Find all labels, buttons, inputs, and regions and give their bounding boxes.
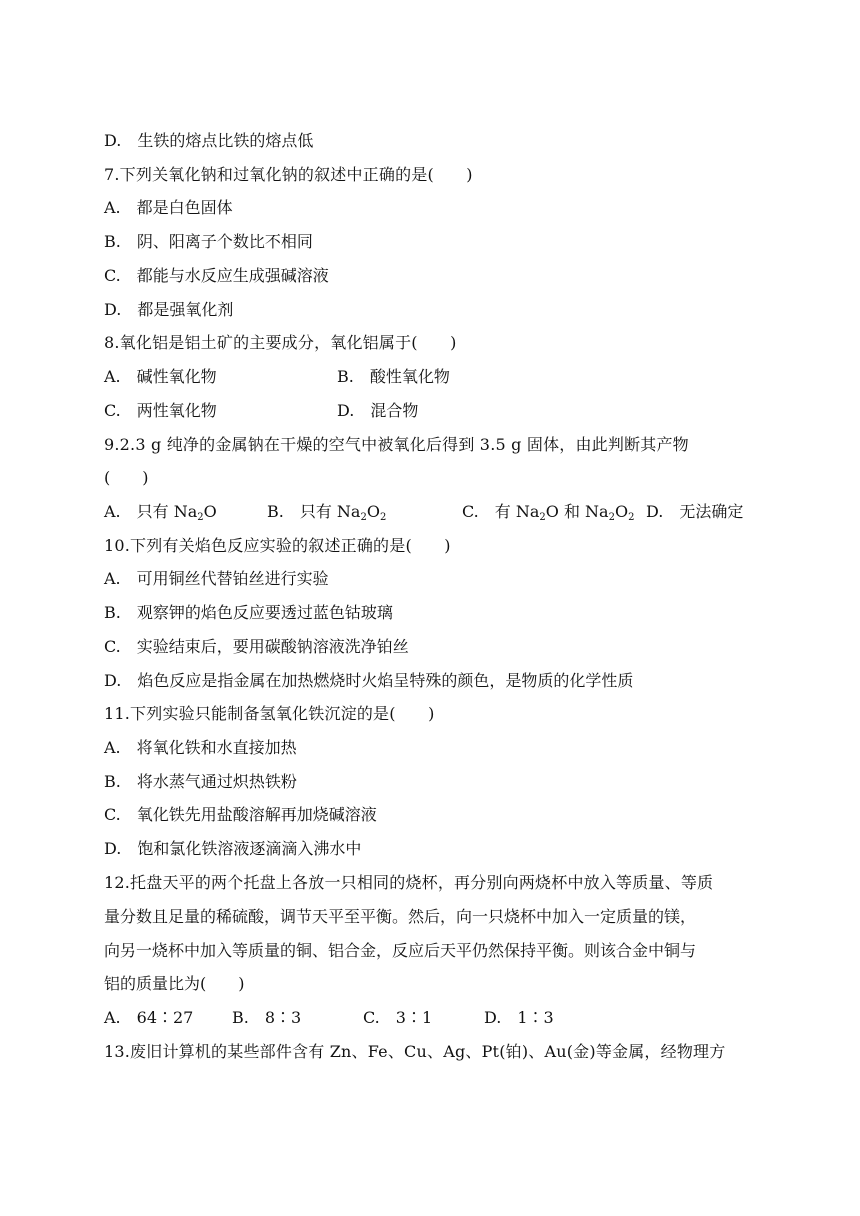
q11-option-b: B. 将水蒸气通过炽热铁粉 <box>104 772 297 791</box>
q7-stem: 7.下列关氧化钠和过氧化钠的叙述中正确的是( ) <box>104 165 473 184</box>
q11-option-d: D. 饱和氯化铁溶液逐滴滴入沸水中 <box>104 839 362 858</box>
q9-option-d: D. 无法确定 <box>646 502 744 521</box>
q8-option-c: C. 两性氧化物 <box>104 401 217 420</box>
q12-option-d: D. 1∶3 <box>484 1008 554 1027</box>
q12-option-a: A. 64∶27 <box>104 1008 194 1027</box>
q10-option-a: A. 可用铜丝代替铂丝进行实验 <box>104 569 329 588</box>
q10-option-c: C. 实验结束后，要用碳酸钠溶液洗净铂丝 <box>104 637 409 656</box>
q12-options-row <box>104 1008 764 1128</box>
q10-option-d: D. 焰色反应是指金属在加热燃烧时火焰呈特殊的颜色，是物质的化学性质 <box>104 671 634 690</box>
q7-option-d: D. 都是强氧化剂 <box>104 300 234 319</box>
q11-option-c: C. 氧化铁先用盐酸溶解再加烧碱溶液 <box>104 805 377 824</box>
q12-stem-line-4: 铝的质量比为( ) <box>104 974 245 993</box>
q12-stem-line-1: 12.托盘天平的两个托盘上各放一只相同的烧杯，再分别向两烧杯中放入等质量、等质 <box>104 873 714 892</box>
q7-option-c: C. 都能与水反应生成强碱溶液 <box>104 266 329 285</box>
q13-stem: 13.废旧计算机的某些部件含有 Zn、Fe、Cu、Ag、Pt(铂)、Au(金)等金属，经物理方 <box>104 1042 726 1061</box>
q7-option-a: A. 都是白色固体 <box>104 198 233 217</box>
q12-stem-line-3: 向另一烧杯中加入等质量的铜、铝合金，反应后天平仍然保持平衡。则该合金中铜与 <box>104 941 697 960</box>
q12-stem-line-2: 量分数且足量的稀硫酸，调节天平至平衡。然后，向一只烧杯中加入一定质量的镁， <box>104 907 697 926</box>
q8-option-b: B. 酸性氧化物 <box>337 367 450 386</box>
q12-option-b: B. 8∶3 <box>232 1008 302 1027</box>
q6-option-d: D. 生铁的熔点比铁的熔点低 <box>104 131 314 150</box>
q9-stem-line-1: 9.2.3 g 纯净的金属钠在干燥的空气中被氧化后得到 3.5 g 固体，由此判断其产物 <box>104 435 689 454</box>
q9-option-b: B. 只有 $Na_2O_2$ <box>267 502 387 523</box>
q7-option-b: B. 阴、阳离子个数比不相同 <box>104 232 313 251</box>
q11-stem: 11.下列实验只能制备氢氧化铁沉淀的是( ) <box>104 704 435 723</box>
q8-stem: 8.氧化铝是铝土矿的主要成分，氧化铝属于( ) <box>104 333 457 352</box>
q10-stem: 10.下列有关焰色反应实验的叙述正确的是( ) <box>104 536 451 555</box>
q10-option-b: B. 观察钾的焰色反应要透过蓝色钴玻璃 <box>104 603 393 622</box>
q9-option-a: A. 只有 $Na_2O$ <box>104 502 217 523</box>
q9-stem-line-2: ( ) <box>104 468 149 487</box>
q12-option-c: C. 3∶1 <box>363 1008 433 1027</box>
q8-option-d: D. 混合物 <box>337 401 419 420</box>
q9-option-c: C. 有 $Na_2O$ 和 $Na_2O_2$ <box>462 502 635 523</box>
q8-option-a: A. 碱性氧化物 <box>104 367 217 386</box>
q11-option-a: A. 将氧化铁和水直接加热 <box>104 738 297 757</box>
